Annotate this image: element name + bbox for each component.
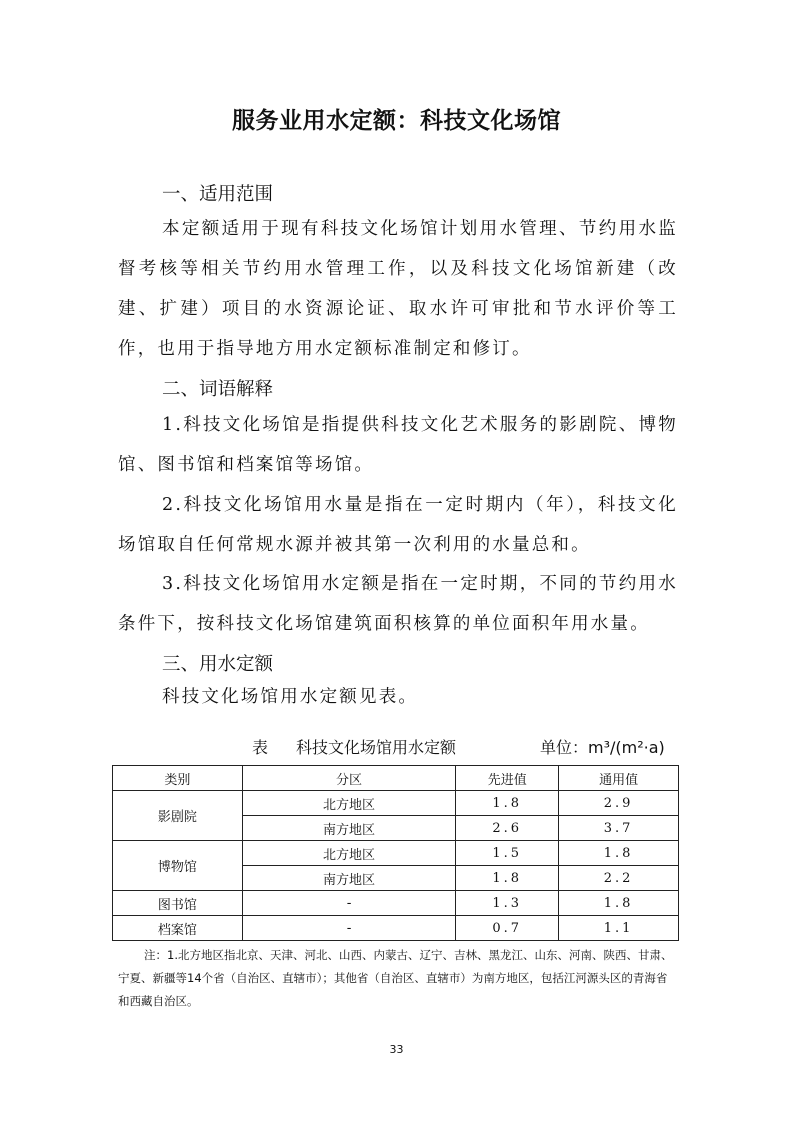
cell-category: 影剧院 [113,791,243,841]
document-title: 服务业用水定额：科技文化场馆 [232,108,561,134]
cell-advanced: 1.3 [456,891,559,916]
section-heading-scope: 一、适用范围 [162,184,274,205]
cell-general: 2.9 [559,791,679,816]
cell-region: 南方地区 [242,816,456,841]
cell-region: - [242,916,456,941]
table-label: 表 [252,738,269,757]
section-heading-quota: 三、用水定额 [162,654,274,675]
cell-advanced: 1.5 [456,841,559,866]
cell-region: 南方地区 [242,866,456,891]
cell-general: 1.8 [559,841,679,866]
cell-region: 北方地区 [242,841,456,866]
table-row [113,791,679,816]
section-heading-terms: 二、词语解释 [162,379,274,400]
page-number: 33 [389,1043,404,1056]
table-row [113,841,679,866]
table-header-row [113,766,679,791]
cell-advanced: 2.6 [456,816,559,841]
header-category: 类别 [113,766,243,791]
header-general: 通用值 [559,766,679,791]
cell-general: 2.2 [559,866,679,891]
paragraph-term-3: 3.科技文化场馆用水定额是指在一定时期，不同的节约用水条件下，按科技文化场馆建筑面积核算的单位面积年用水量。 [118,574,678,634]
cell-advanced: 0.7 [456,916,559,941]
table-row [113,891,679,916]
paragraph-scope: 本定额适用于现有科技文化场馆计划用水管理、节约用水监督考核等相关节约用水管理工作，以及科技文化场馆新建（改建、扩建）项目的水资源论证、取水许可审批和节水评价等工作，也用于指导地方用水定额标准制定和修订。 [118,219,678,359]
paragraph-term-1: 1.科技文化场馆是指提供科技文化艺术服务的影剧院、博物馆、图书馆和档案馆等场馆。 [118,415,678,475]
cell-advanced: 1.8 [456,791,559,816]
table-row [113,916,679,941]
table-title: 科技文化场馆用水定额 [296,738,457,757]
cell-region: - [242,891,456,916]
table-unit: 单位：m³/(m²·a) [540,738,665,757]
cell-general: 3.7 [559,816,679,841]
cell-region: 北方地区 [242,791,456,816]
table-note: 注：1.北方地区指北京、天津、河北、山西、内蒙古、辽宁、吉林、黑龙江、山东、河南、陕西、甘肃、宁夏、新疆等14个省（自治区、直辖市）；其他省（自治区、直辖市）为南方地区，包括江河源头区的青海省和西藏自治区。 [118,948,673,1008]
water-quota-table [112,765,679,941]
paragraph-quota: 科技文化场馆用水定额见表。 [162,687,419,707]
header-advanced: 先进值 [456,766,559,791]
cell-advanced: 1.8 [456,866,559,891]
cell-category: 档案馆 [113,916,243,941]
cell-general: 1.1 [559,916,679,941]
cell-category: 图书馆 [113,891,243,916]
cell-general: 1.8 [559,891,679,916]
header-region: 分区 [242,766,456,791]
paragraph-term-2: 2.科技文化场馆用水量是指在一定时期内（年），科技文化场馆取自任何常规水源并被其第一次利用的水量总和。 [118,495,678,555]
cell-category: 博物馆 [113,841,243,891]
